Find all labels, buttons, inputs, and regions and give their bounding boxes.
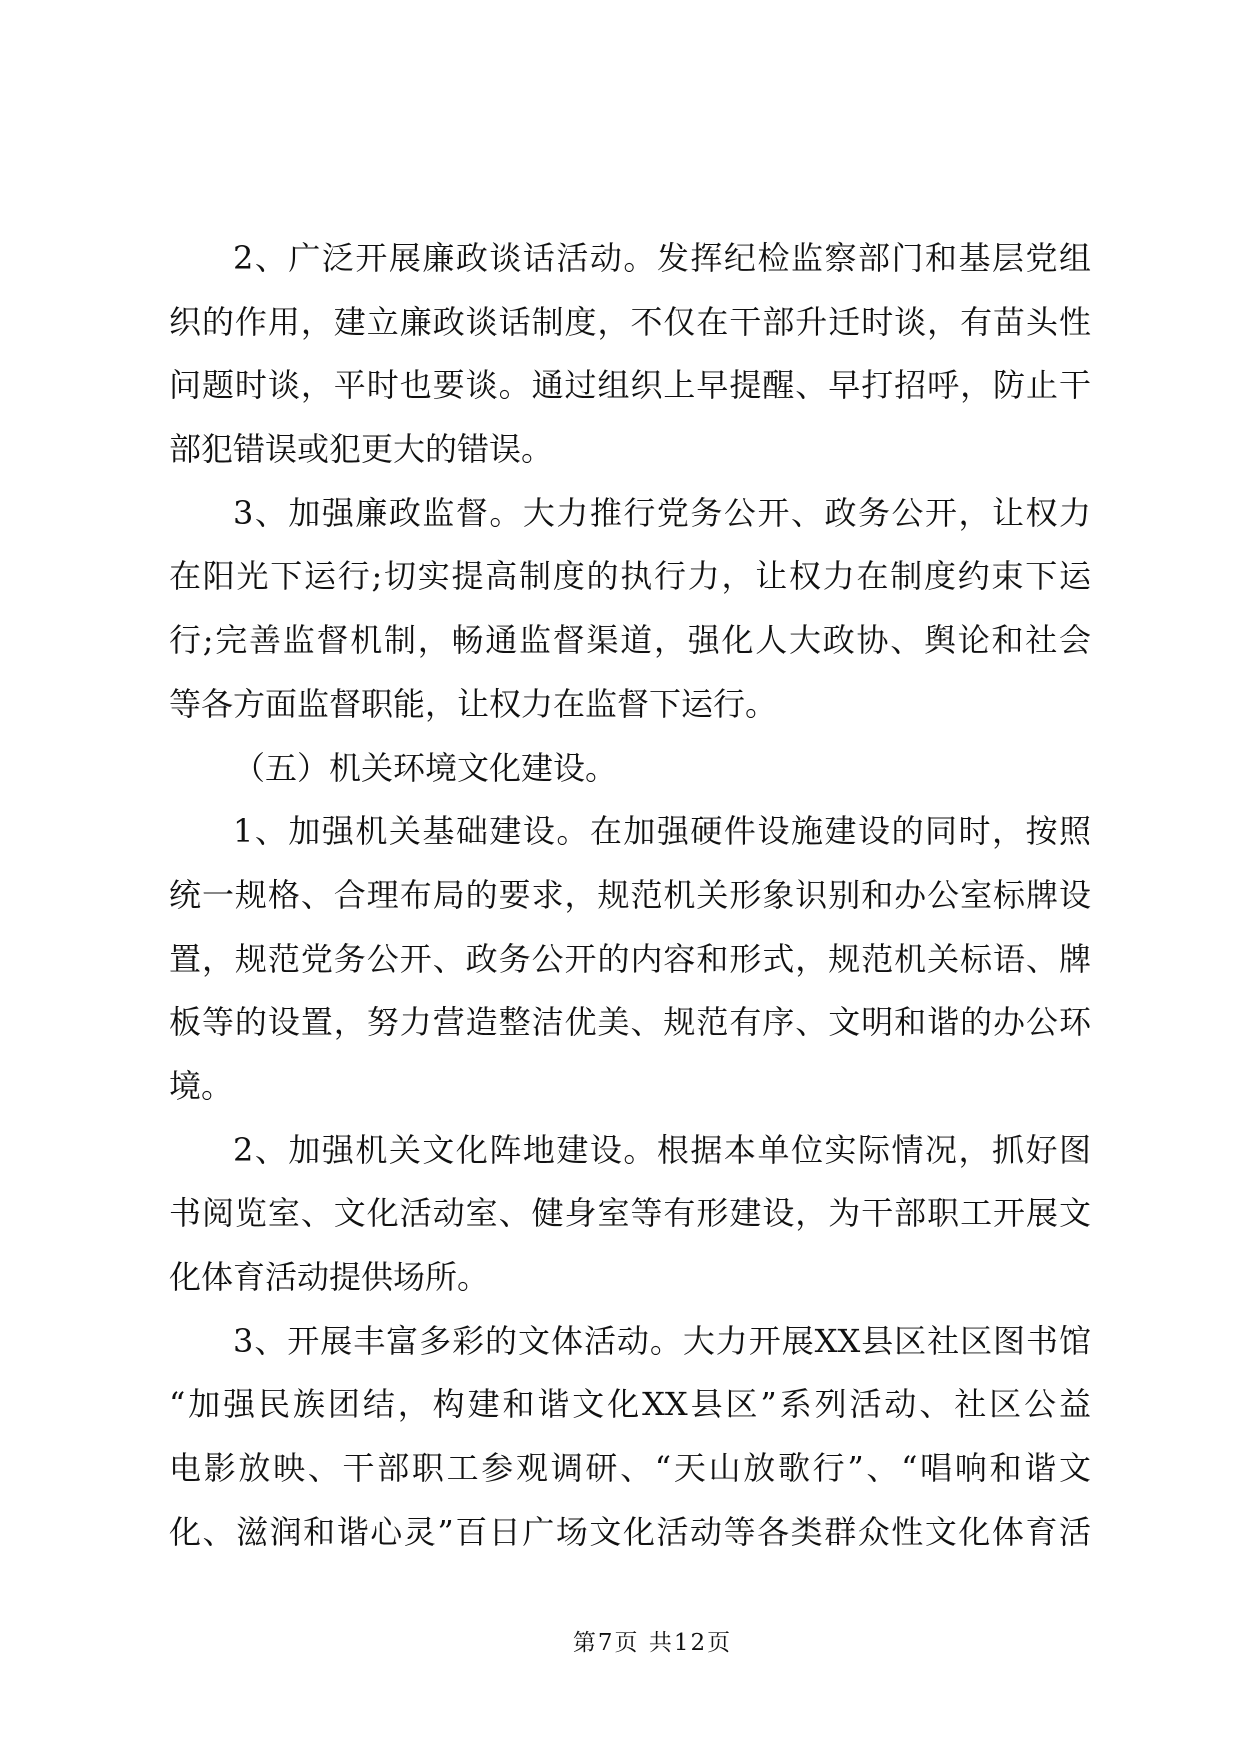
text-line: 电影放映、干部职工参观调研、“天山放歌行”、“唱响和谐文 (169, 1449, 1091, 1488)
document-body (169, 227, 1091, 1564)
text-line: 3、加强廉政监督。大力推行党务公开、政务公开，让权力 (233, 493, 1091, 532)
text-line: 统一规格、合理布局的要求，规范机关形象识别和办公室标牌设 (169, 875, 1091, 914)
text-line: 化体育活动提供场所。 (169, 1258, 490, 1296)
paragraph-supervision (169, 482, 1091, 737)
text-line: 板等的设置，努力营造整洁优美、规范有序、文明和谐的办公环 (169, 1003, 1091, 1042)
text-line: 境。 (169, 1066, 234, 1105)
page-number-footer: 第7页 共12页 (572, 1630, 733, 1656)
text-line: 行;完善监督机制，畅通监督渠道，强化人大政协、舆论和社会 (169, 621, 1091, 660)
text-line: 置，规范党务公开、政务公开的内容和形式，规范机关标语、牌 (169, 939, 1091, 978)
section-heading (169, 737, 1091, 801)
text-line: 等各方面监督职能，让权力在监督下运行。 (169, 684, 778, 723)
text-line: 书阅览室、文化活动室、健身室等有形建设，为干部职工开展文 (169, 1194, 1091, 1233)
text-line: 化、滋润和谐心灵”百日广场文化活动等各类群众性文化体育活 (169, 1512, 1091, 1551)
text-line: 在阳光下运行;切实提高制度的执行力，让权力在制度约束下运 (169, 557, 1091, 596)
text-line: 1、加强机关基础建设。在加强硬件设施建设的同时，按照 (233, 812, 1091, 851)
section-heading-text: （五）机关环境文化建设。 (233, 748, 618, 787)
text-line: 织的作用，建立廉政谈话制度，不仅在干部升迁时谈，有苗头性 (169, 302, 1091, 341)
text-line: 2、加强机关文化阵地建设。根据本单位实际情况，抓好图 (233, 1130, 1091, 1169)
text-line: 问题时谈，平时也要谈。通过组织上早提醒、早打招呼，防止干 (169, 366, 1091, 405)
text-line: 3、开展丰富多彩的文体活动。大力开展XX县区社区图书馆 (233, 1321, 1091, 1360)
text-line: 2、广泛开展廉政谈话活动。发挥纪检监察部门和基层党组 (233, 239, 1091, 277)
text-line: 部犯错误或犯更大的错误。 (169, 430, 554, 469)
paragraph-talks (169, 227, 1091, 482)
paragraph-activities (169, 1310, 1091, 1565)
text-line: “加强民族团结，构建和谐文化XX县区”系列活动、社区公益 (169, 1385, 1091, 1424)
paragraph-infrastructure (169, 800, 1091, 1118)
paragraph-culture-venues (169, 1119, 1091, 1310)
